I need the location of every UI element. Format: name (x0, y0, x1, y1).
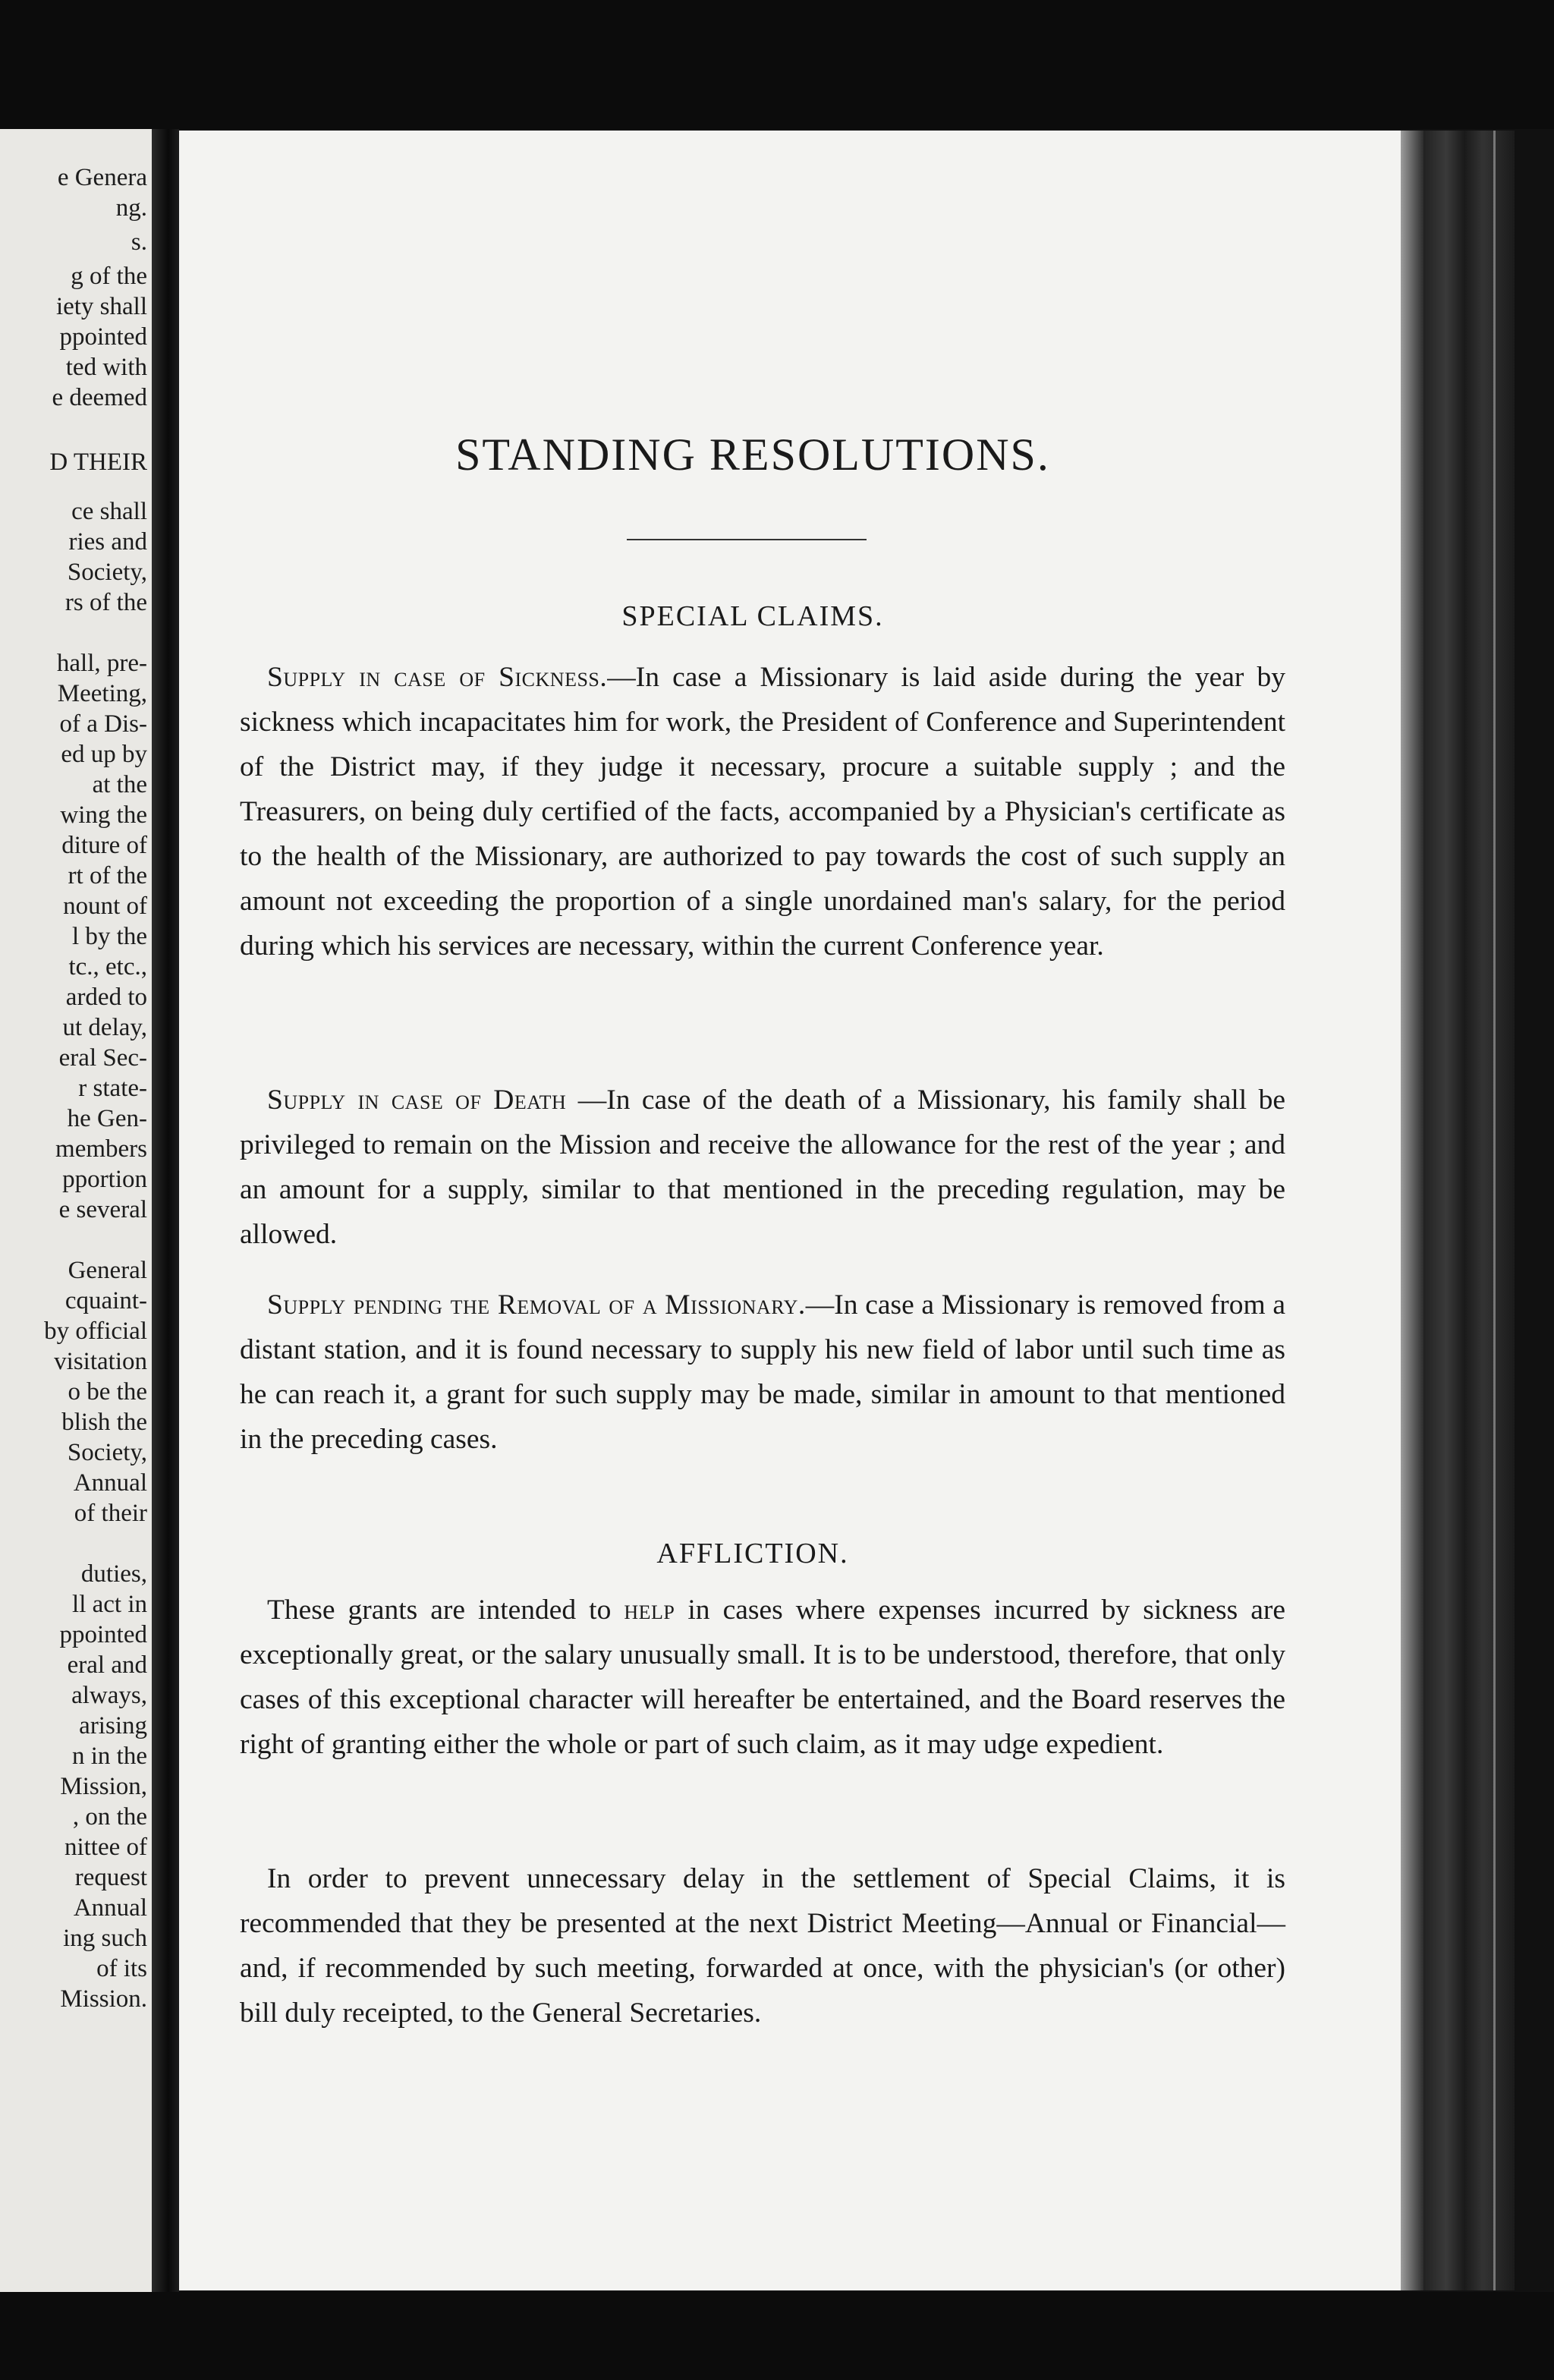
facing-page-line: of their (74, 1500, 147, 1527)
facing-page-line: diture of (61, 832, 147, 859)
facing-page-line: cquaint- (64, 1287, 147, 1314)
book-gutter (152, 129, 179, 2292)
facing-page-line: by official (44, 1318, 147, 1345)
facing-page-line: Annual (73, 1894, 147, 1922)
facing-page-line: of its (96, 1955, 147, 1982)
facing-page-line: ut delay, (62, 1014, 147, 1041)
title-rule (627, 539, 867, 540)
facing-page-line: r state- (78, 1075, 147, 1102)
facing-page-line: e several (58, 1196, 147, 1223)
facing-page-line: s. (131, 228, 147, 256)
facing-page-line: Meeting, (57, 680, 147, 707)
facing-page-line: always, (71, 1682, 147, 1709)
page-edge-shadow (1401, 131, 1423, 2290)
facing-page-line: , on the (72, 1803, 147, 1831)
facing-page-line: e Genera (57, 164, 147, 191)
sickness-text: —In case a Missionary is laid aside during the year by sickness which incapacitates him for work, the President of Conference and Superintendent of the District may, if they judge it necessary, procure a suitable supply ; and the Treasurers, on being duly certified of the facts, accompanied by a Physician's certificate as to the health of the Missionary, are authorized to pay towards the cost of such supply an amount not exceeding the proportion of a single unordained man's salary, for the period during which his services are necessary, within the current Conference year. (240, 662, 1285, 962)
facing-page-line: blish the (61, 1409, 147, 1436)
scan-border-top (0, 0, 1554, 129)
facing-page-line: members (55, 1135, 147, 1163)
facing-page-line: of a Dis- (59, 710, 147, 738)
facing-page-line: arded to (65, 984, 147, 1011)
affliction-paragraph-2 (240, 1856, 1285, 2035)
facing-page-line: at the (92, 771, 147, 798)
sickness-paragraph (240, 655, 1285, 968)
facing-page-line: pportion (62, 1166, 147, 1193)
facing-page-line: Society, (67, 1439, 147, 1466)
removal-lead: Supply pending the Removal of a Missionary. (267, 1289, 806, 1321)
death-lead: Supply in case of Death (267, 1085, 567, 1116)
facing-page-line: eral Sec- (58, 1044, 147, 1072)
facing-page-line: eral and (67, 1651, 147, 1679)
affliction-1-before: These grants are intended to (267, 1595, 624, 1626)
facing-page-line: ng. (115, 194, 147, 222)
facing-page-line: o be the (68, 1378, 147, 1406)
affliction-heading: AFFLICTION. (656, 1538, 849, 1569)
facing-page-line: he Gen- (67, 1105, 147, 1132)
affliction-paragraph-1 (240, 1588, 1285, 1767)
facing-page-line: ce shall (71, 498, 147, 525)
affliction-2-text: In order to prevent unnecessary delay in the settlement of Special Claims, it is recommended that they be presented at the next District Meeting—Annual or Financial—and, if recommended by such meeting, forwarded at once, with the physician's (or other) bill duly receipted, to the General Secretaries. (240, 1863, 1285, 2029)
page-title: STANDING RESOLUTIONS. (455, 430, 1050, 480)
facing-page-line: ll act in (72, 1591, 147, 1618)
death-text: —In case of the death of a Missionary, his family shall be privileged to remain on the Mission and receive the allowance for the rest of the year ; and an amount for a supply, similar to that mentioned in the preceding regulation, may be allowed. (240, 1085, 1285, 1250)
fore-edge-line (1493, 131, 1496, 2290)
facing-page-line: rt of the (68, 862, 147, 889)
scan-border-bottom (0, 2292, 1554, 2380)
facing-page-line: nittee of (64, 1834, 147, 1861)
facing-page-line: Society, (67, 559, 147, 586)
facing-page-line: ppointed (59, 1621, 147, 1648)
facing-page-line: arising (79, 1712, 147, 1739)
facing-page-line: duties, (80, 1560, 147, 1588)
facing-page-line: ing such (63, 1925, 147, 1952)
facing-page-line: ppointed (59, 323, 147, 351)
facing-page-line: request (74, 1864, 147, 1891)
book-fore-edge (1423, 131, 1515, 2290)
facing-page-line: n in the (72, 1742, 147, 1770)
facing-page-line: visitation (54, 1348, 147, 1375)
facing-page-line: Mission. (60, 1985, 147, 2013)
facing-page-line: ted with (65, 354, 147, 381)
removal-text: —In case a Missionary is removed from a distant station, and it is found necessary to supply his new field of labor until such time as he can reach it, a grant for such supply may be made, similar in amount to that mentioned in the preceding cases. (240, 1289, 1286, 1455)
sickness-lead: Supply in case of Sickness. (267, 662, 608, 693)
facing-page-line: nount of (63, 892, 147, 920)
facing-page-line: Mission, (60, 1773, 147, 1800)
facing-page-line: g of the (71, 263, 147, 290)
death-paragraph (240, 1078, 1285, 1257)
affliction-1-emph: help (624, 1595, 675, 1626)
facing-page-line: ries and (68, 528, 147, 556)
facing-page-line: rs of the (64, 589, 147, 616)
facing-page-line: wing the (60, 801, 147, 829)
facing-page-line: D THEIR (49, 449, 147, 476)
facing-page-line: Annual (73, 1469, 147, 1497)
facing-page-line: e deemed (52, 384, 147, 411)
affliction-1-after: in cases where expenses incurred by sickness are exceptionally great, or the salary unusually small. It is to be understood, therefore, that only cases of this exceptional character will hereafter be entertained, and the Board reserves the right of granting either the whole or part of such claim, as it may udge expedient. (240, 1595, 1285, 1760)
facing-page-fragment (0, 129, 152, 2292)
facing-page-line: tc., etc., (68, 953, 147, 981)
facing-page-line: hall, pre- (56, 650, 147, 677)
removal-paragraph (240, 1283, 1285, 1462)
facing-page-line: General (68, 1257, 147, 1284)
special-claims-heading: SPECIAL CLAIMS. (621, 600, 884, 632)
facing-page-line: l by the (72, 923, 147, 950)
facing-page-line: ed up by (61, 741, 147, 768)
facing-page-line: iety shall (55, 293, 147, 320)
